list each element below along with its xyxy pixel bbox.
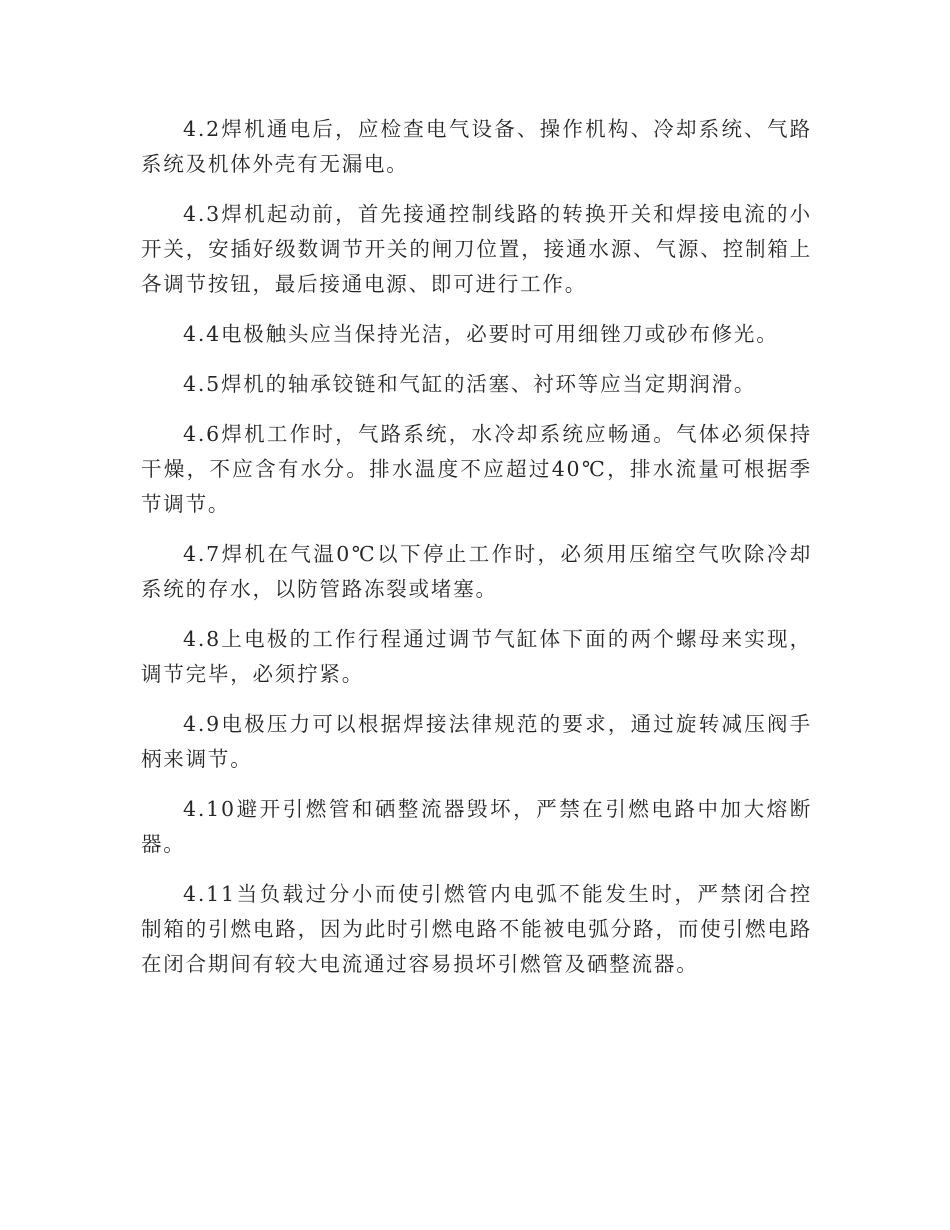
paragraph-4-5: 4.5焊机的轴承铰链和气缸的活塞、衬环等应当定期润滑。: [183, 372, 757, 396]
paragraph-4-6: 4.6焊机工作时，气路系统，水冷却系统应畅通。气体必须保持干燥，不应含有水分。排水温度不应超过40℃，排水流量可根据季节调节。: [141, 422, 812, 516]
paragraph-4-3: 4.3焊机起动前，首先接通控制线路的转换开关和焊接电流的小开关，安插好级数调节开关的闸刀位置，接通水源、气源、控制箱上各调节按钮，最后接通电源、即可进行工作。: [141, 202, 812, 296]
paragraph-4-9: 4.9电极压力可以根据焊接法律规范的要求，通过旋转减压阀手柄来调节。: [141, 712, 812, 771]
paragraph-4-8: 4.8上电极的工作行程通过调节气缸体下面的两个螺母来实现，调节完毕，必须拧紧。: [141, 627, 812, 686]
paragraph-4-10: 4.10避开引燃管和硒整流器毁坏，严禁在引燃电路中加大熔断器。: [141, 797, 812, 856]
paragraph-4-2: 4.2焊机通电后，应检查电气设备、操作机构、冷却系统、气路系统及机体外壳有无漏电。: [141, 117, 812, 176]
paragraph-4-7: 4.7焊机在气温0℃以下停止工作时，必须用压缩空气吹除冷却系统的存水，以防管路冻裂或堵塞。: [141, 542, 812, 601]
paragraph-4-4: 4.4电极触头应当保持光洁，必要时可用细锉刀或砂布修光。: [183, 322, 779, 346]
paragraph-4-11: 4.11当负载过分小而使引燃管内电弧不能发生时，严禁闭合控制箱的引燃电路，因为此时引燃电路不能被电弧分路，而使引燃电路在闭合期间有较大电流通过容易损坏引燃管及硒整流器。: [141, 882, 812, 976]
